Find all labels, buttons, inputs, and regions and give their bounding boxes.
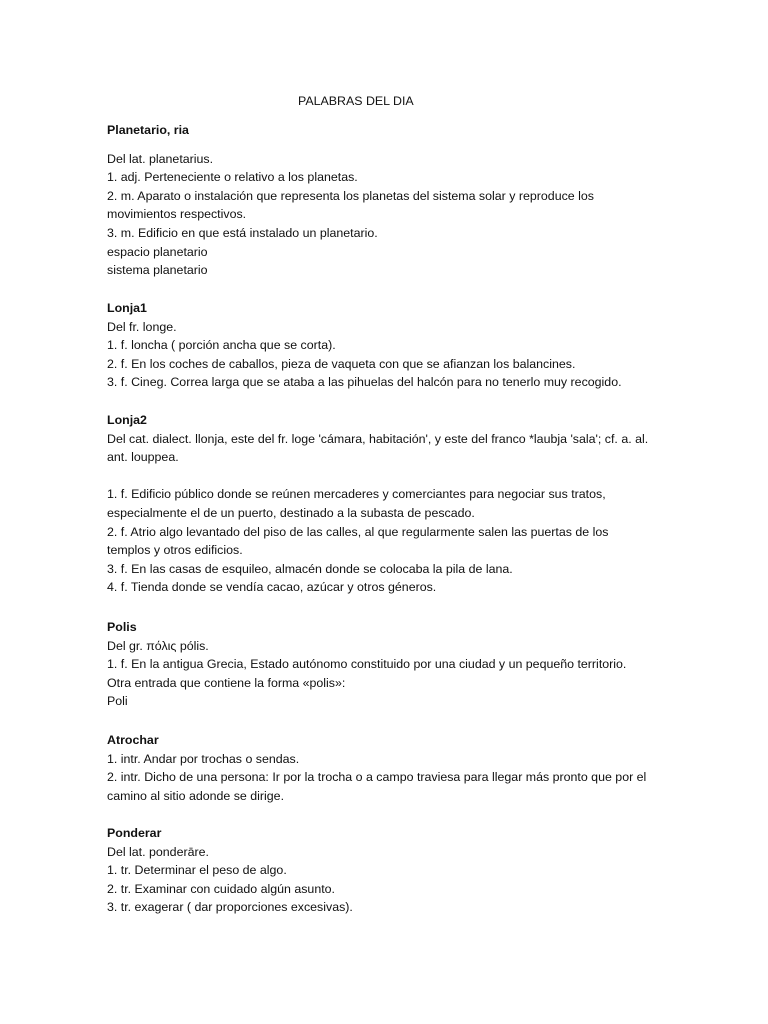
entry-line: 1. tr. Determinar el peso de algo. (107, 863, 287, 878)
entry-line: 2. f. En los coches de caballos, pieza de vaqueta con que se afianzan los balancines. (107, 356, 576, 371)
entry-headword: Polis (107, 620, 137, 634)
entry-line: 1. f. En la antigua Grecia, Estado autónomo constituido por una ciudad y un pequeño territorio. (107, 657, 627, 672)
entry-line: 2. intr. Dicho de una persona: Ir por la trocha o a campo traviesa para llegar más pronto que por el (107, 770, 647, 785)
entry-line: sistema planetario (107, 263, 208, 278)
entry-lonja2 (107, 411, 687, 597)
entry-line: espacio planetario (107, 244, 208, 259)
entry-headword: Lonja1 (107, 301, 147, 315)
entry-line: Poli (107, 694, 128, 709)
entry-line: 1. adj. Perteneciente o relativo a los planetas. (107, 170, 358, 185)
entry-planetario (107, 121, 687, 280)
entry-line: ant. louppea. (107, 450, 179, 465)
entry-headword: Ponderar (107, 826, 162, 840)
entry-line: 2. m. Aparato o instalación que representa los planetas del sistema solar y reproduce los (107, 188, 594, 203)
entry-polis (107, 618, 687, 711)
entry-ponderar (107, 824, 687, 917)
entry-line: 1. f. loncha ( porción ancha que se corta). (107, 338, 336, 353)
entry-line: 3. m. Edificio en que está instalado un planetario. (107, 225, 378, 240)
entry-line: templos y otros edificios. (107, 543, 243, 558)
spacer (107, 140, 687, 150)
entry-line: 2. f. Atrio algo levantado del piso de las calles, al que regularmente salen las puertas de los (107, 524, 609, 539)
entry-line: movimientos respectivos. (107, 207, 247, 222)
entry-headword: Atrochar (107, 733, 159, 747)
entry-line: especialmente el de un puerto, destinado a la subasta de pescado. (107, 505, 475, 520)
entry-line: 3. tr. exagerar ( dar proporciones excesivas). (107, 900, 353, 915)
entry-line: Del gr. πόλις pólis. (107, 638, 209, 653)
document-title: PALABRAS DEL DIA (298, 94, 414, 108)
entry-line: Del fr. longe. (107, 319, 177, 334)
spacer (107, 467, 687, 486)
entry-lonja1 (107, 299, 687, 392)
entry-line: Otra entrada que contiene la forma «polis»: (107, 675, 346, 690)
entry-headword: Lonja2 (107, 413, 147, 427)
entry-line: camino al sitio adonde se dirige. (107, 788, 285, 803)
entry-line: 3. f. En las casas de esquileo, almacén donde se colocaba la pila de lana. (107, 561, 513, 576)
entry-headword: Planetario, ria (107, 123, 189, 137)
entry-line: 2. tr. Examinar con cuidado algún asunto. (107, 881, 335, 896)
entry-line: Del lat. ponderāre. (107, 844, 209, 859)
entry-line: Del cat. dialect. llonja, este del fr. loge 'cámara, habitación', y este del franco *laubja 'sala'; cf. a. al. (107, 431, 649, 446)
entry-line: Del lat. planetarius. (107, 151, 214, 166)
entry-line: 1. f. Edificio público donde se reúnen mercaderes y comerciantes para negociar sus tratos, (107, 487, 606, 502)
entry-line: 3. f. Cineg. Correa larga que se ataba a las pihuelas del halcón para no tenerlo muy recogido. (107, 375, 622, 390)
entry-line: 4. f. Tienda donde se vendía cacao, azúcar y otros géneros. (107, 580, 437, 595)
entry-line: 1. intr. Andar por trochas o sendas. (107, 751, 300, 766)
entry-atrochar (107, 731, 687, 805)
